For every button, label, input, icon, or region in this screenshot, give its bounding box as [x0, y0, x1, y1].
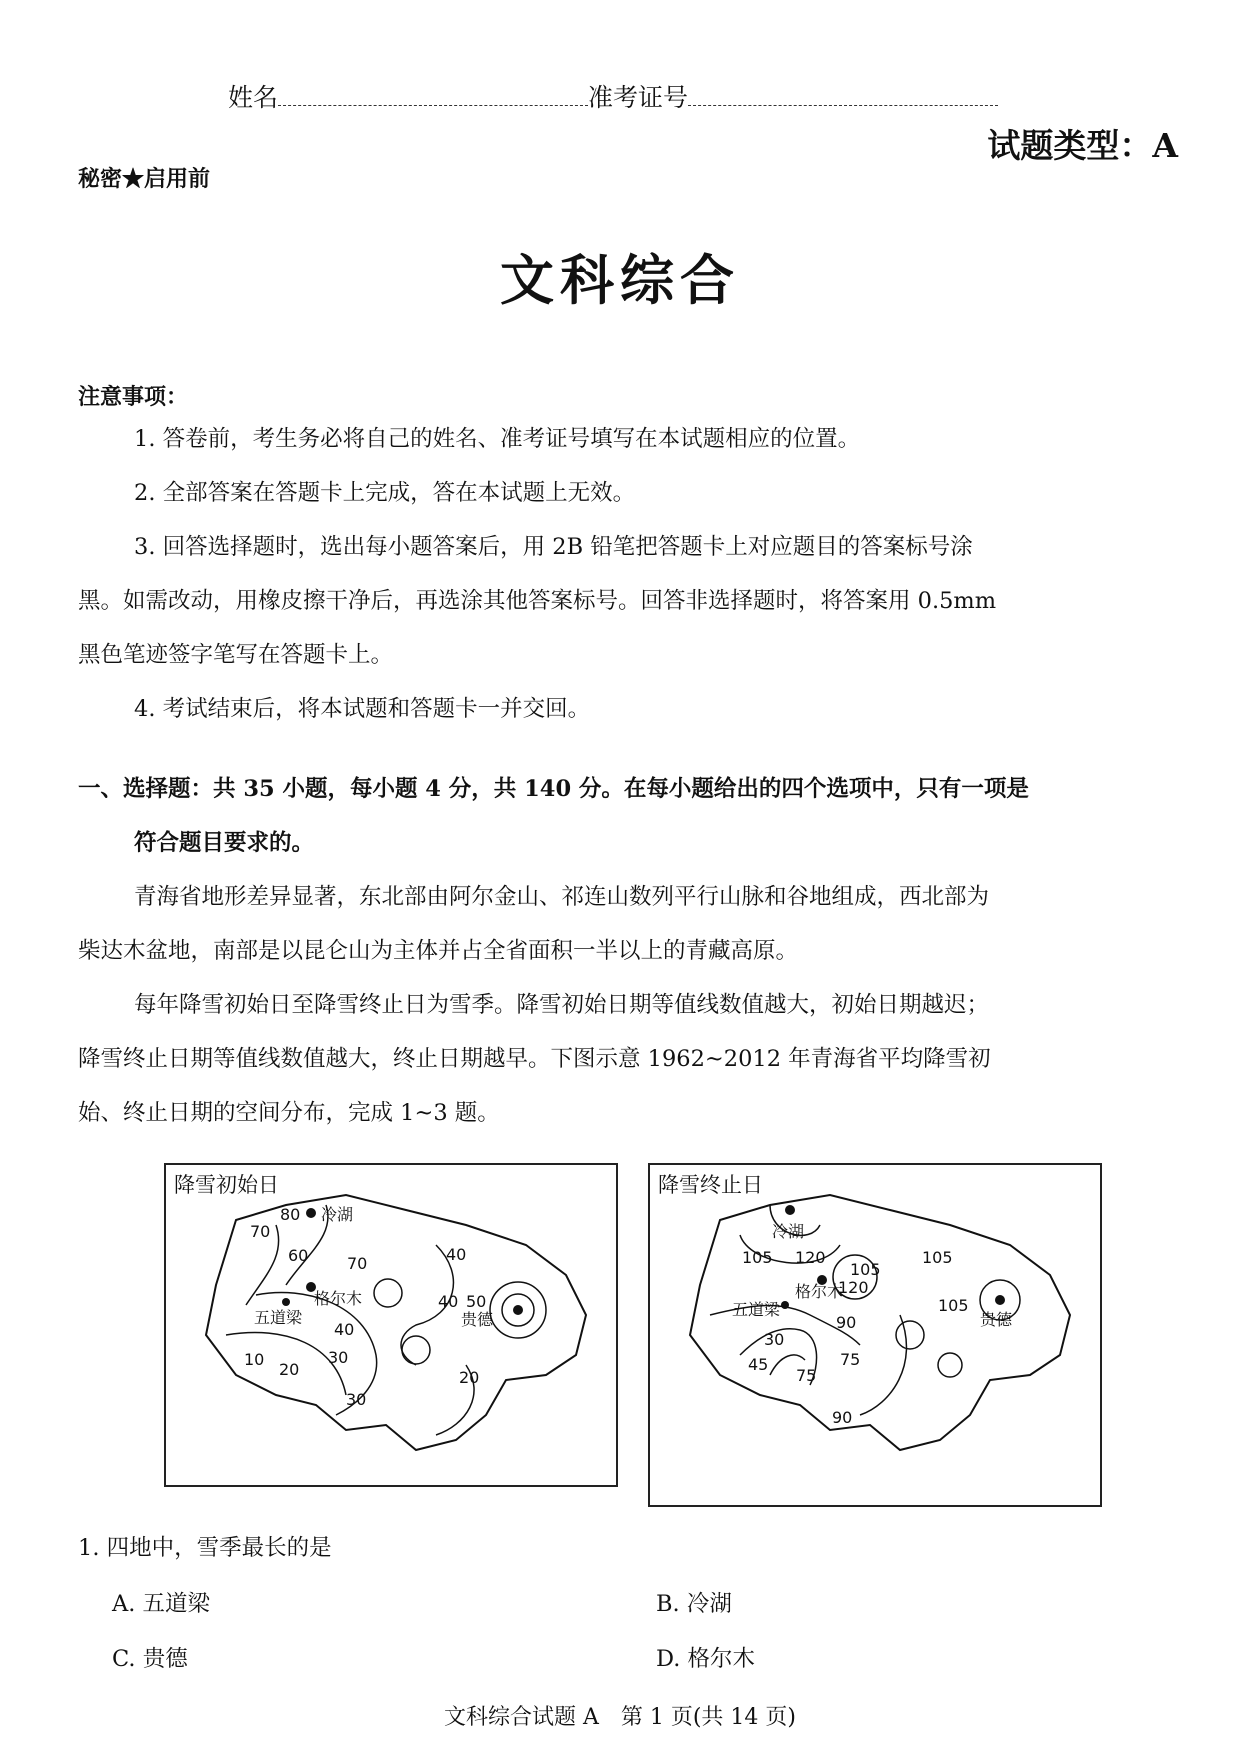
- id-label: 准考证号: [588, 83, 689, 112]
- map-title: 降雪初始日: [174, 1173, 279, 1197]
- section-line: 符合题目要求的。: [134, 830, 315, 856]
- isoline-label: 120: [838, 1278, 869, 1297]
- isoline-label: 105: [938, 1296, 969, 1315]
- secret-label: 秘密★启用前: [78, 166, 211, 192]
- option-d[interactable]: D. 格尔木: [656, 1646, 756, 1672]
- isoline-label: 70: [250, 1222, 271, 1241]
- isoline-label: 70: [347, 1254, 368, 1273]
- isoline: [402, 1336, 430, 1364]
- city-label: 格尔木: [795, 1282, 844, 1301]
- isoline-label: 10: [244, 1350, 265, 1369]
- city-label: 贵德: [461, 1310, 494, 1329]
- city-label: 五道梁: [732, 1300, 781, 1319]
- isoline-label: 60: [288, 1246, 309, 1265]
- page-footer: 文科综合试题 A 第 1 页(共 14 页): [443, 1705, 796, 1730]
- isoline-label: 120: [795, 1248, 826, 1267]
- page-title: 文科综合: [500, 248, 740, 312]
- province-outline: [690, 1195, 1070, 1450]
- isoline: [374, 1279, 402, 1307]
- option-a[interactable]: A. 五道梁: [112, 1591, 211, 1617]
- city-marker: [282, 1298, 290, 1306]
- section-heading: [78, 762, 1198, 870]
- isoline-label: 30: [346, 1390, 367, 1409]
- isoline-label: 40: [334, 1320, 355, 1339]
- passage-line: 始、终止日期的空间分布，完成 1~3 题。: [78, 1100, 500, 1126]
- isoline-label: 30: [328, 1348, 349, 1367]
- isoline-label: 90: [832, 1408, 853, 1427]
- notice-item: 1. 答卷前，考生务必将自己的姓名、准考证号填写在本试题相应的位置。: [134, 426, 861, 452]
- city-marker: [995, 1295, 1005, 1305]
- map-title: 降雪终止日: [658, 1173, 763, 1197]
- isoline-label: 20: [279, 1360, 300, 1379]
- option-c[interactable]: C. 贵德: [112, 1646, 188, 1672]
- city-marker: [781, 1301, 789, 1309]
- city-label: 五道梁: [254, 1308, 303, 1327]
- isoline-label: 75: [840, 1350, 861, 1369]
- city-marker: [785, 1205, 795, 1215]
- city-label: 贵德: [980, 1310, 1013, 1329]
- isoline-label: 50: [466, 1292, 487, 1311]
- question-1: [78, 1521, 1188, 1575]
- isoline-label: 40: [438, 1292, 459, 1311]
- question-stem: 1. 四地中，雪季最长的是: [78, 1535, 332, 1561]
- isoline-label: 105: [922, 1248, 953, 1267]
- passage-line: 柴达木盆地，南部是以昆仑山为主体并占全省面积一半以上的青藏高原。: [78, 938, 799, 964]
- isoline-label: 20: [459, 1368, 480, 1387]
- qinghai-map-end: [650, 1165, 1100, 1505]
- isoline-label: 105: [850, 1260, 881, 1279]
- name-blank: [278, 87, 588, 106]
- notice-heading: 注意事项：: [78, 384, 189, 410]
- section-line: 一、选择题：共 35 小题，每小题 4 分，共 140 分。在每小题给出的四个选项中，只有一项是: [78, 776, 1029, 802]
- notice-item: 2. 全部答案在答题卡上完成，答在本试题上无效。: [134, 480, 636, 506]
- name-label: 姓名: [228, 83, 279, 112]
- isoline: [860, 1315, 906, 1415]
- map-snow-end: [648, 1163, 1102, 1507]
- city-marker: [306, 1208, 316, 1218]
- passage-line: 青海省地形差异显著，东北部由阿尔金山、祁连山数列平行山脉和谷地组成，西北部为: [134, 884, 990, 910]
- isoline-label: 90: [836, 1313, 857, 1332]
- isoline-label: 105: [742, 1248, 773, 1267]
- city-label: 冷湖: [772, 1222, 805, 1241]
- qinghai-map-start: [166, 1165, 616, 1485]
- option-b[interactable]: B. 冷湖: [656, 1591, 732, 1617]
- passage-line: 降雪终止日期等值线数值越大，终止日期越早。下图示意 1962~2012 年青海省平均降雪初: [78, 1046, 991, 1072]
- notice-item: 黑色笔迹签字笔写在答题卡上。: [78, 642, 394, 668]
- exam-type: 试题类型：A: [987, 126, 1178, 165]
- notice-item: 黑。如需改动，用橡皮擦干净后，再选涂其他答案标号。回答非选择题时，将答案用 0.5mm: [78, 588, 997, 614]
- isoline-label: 40: [446, 1245, 467, 1264]
- map-snow-start: [164, 1163, 618, 1487]
- passage: [78, 870, 1188, 1140]
- isoline: [896, 1321, 924, 1349]
- isoline-label: 75: [796, 1366, 817, 1385]
- id-blank: [688, 87, 998, 106]
- isoline-label: 45: [748, 1355, 769, 1374]
- name-field: [228, 78, 998, 114]
- notice-item: 4. 考试结束后，将本试题和答题卡一并交回。: [134, 696, 591, 722]
- isoline: [938, 1353, 962, 1377]
- city-label: 冷湖: [321, 1205, 354, 1224]
- city-label: 格尔木: [314, 1289, 363, 1308]
- notice-list: [78, 412, 1188, 736]
- city-marker: [513, 1305, 523, 1315]
- isoline-label: 80: [280, 1205, 301, 1224]
- isoline-label: 30: [764, 1330, 785, 1349]
- notice-item: 3. 回答选择题时，选出每小题答案后，用 2B 铅笔把答题卡上对应题目的答案标号涂: [134, 534, 973, 560]
- passage-line: 每年降雪初始日至降雪终止日为雪季。降雪初始日期等值线数值越大，初始日期越迟；: [134, 992, 990, 1018]
